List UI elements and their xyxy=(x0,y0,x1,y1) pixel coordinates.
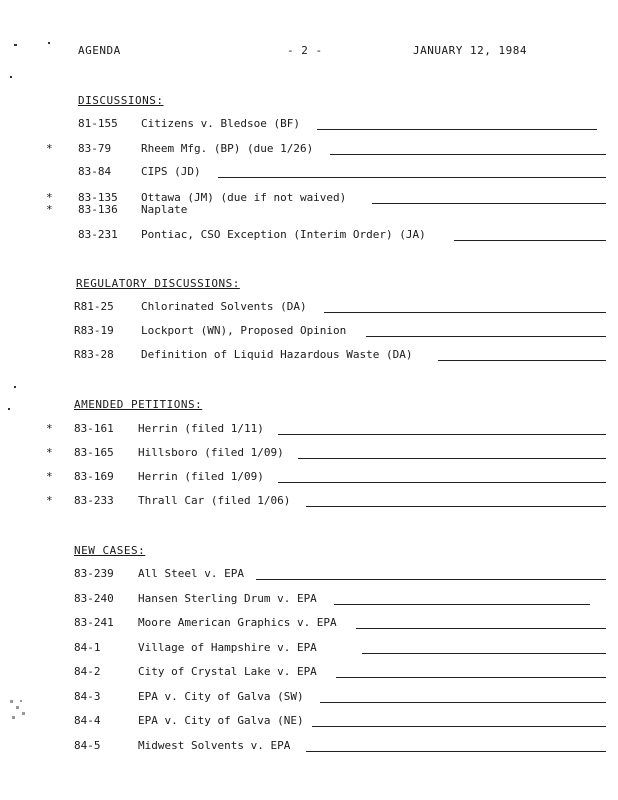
case-description: Rheem Mfg. (BP) (due 1/26) xyxy=(141,142,314,155)
case-description: Definition of Liquid Hazardous Waste (DA) xyxy=(141,348,413,361)
scan-speck xyxy=(14,386,16,388)
case-number: 81-155 xyxy=(78,117,118,130)
blank-line xyxy=(317,129,597,130)
section-title-amended: AMENDED PETITIONS: xyxy=(74,398,203,411)
list-item xyxy=(0,348,618,364)
case-number: 83-231 xyxy=(78,228,118,241)
case-number: R83-28 xyxy=(74,348,114,361)
page-number: - 2 - xyxy=(287,44,323,57)
case-description: Thrall Car (filed 1/06) xyxy=(138,494,291,507)
blank-line xyxy=(218,177,606,178)
blank-line xyxy=(306,751,606,752)
list-item xyxy=(0,592,618,608)
scan-speck xyxy=(8,408,10,410)
list-item xyxy=(0,739,618,755)
case-description: Pontiac, CSO Exception (Interim Order) (JA) xyxy=(141,228,426,241)
case-description: Citizens v. Bledsoe (BF) xyxy=(141,117,300,130)
blank-line xyxy=(438,360,606,361)
priority-marker: * xyxy=(46,494,53,507)
case-description: Herrin (filed 1/09) xyxy=(138,470,264,483)
case-description: Ottawa (JM) (due if not waived) xyxy=(141,191,347,204)
blank-line xyxy=(356,628,606,629)
list-item xyxy=(0,117,618,133)
case-number: 84-4 xyxy=(74,714,101,727)
list-item xyxy=(0,470,618,486)
case-description: Chlorinated Solvents (DA) xyxy=(141,300,307,313)
case-description: Hillsboro (filed 1/09) xyxy=(138,446,284,459)
scan-speck xyxy=(14,44,17,46)
case-number: R81-25 xyxy=(74,300,114,313)
list-item xyxy=(0,300,618,316)
header-date: JANUARY 12, 1984 xyxy=(413,44,527,57)
priority-marker: * xyxy=(46,470,53,483)
scan-speck xyxy=(16,706,19,709)
blank-line xyxy=(330,154,606,155)
list-item xyxy=(0,203,618,219)
blank-line xyxy=(362,653,606,654)
blank-line xyxy=(306,506,606,507)
list-item xyxy=(0,567,618,583)
case-description: Moore American Graphics v. EPA xyxy=(138,616,337,629)
scan-speck xyxy=(48,42,50,44)
priority-marker: * xyxy=(46,446,53,459)
case-description: Hansen Sterling Drum v. EPA xyxy=(138,592,317,605)
case-number: 83-84 xyxy=(78,165,112,178)
blank-line xyxy=(454,240,606,241)
case-number: 84-2 xyxy=(74,665,101,678)
list-item xyxy=(0,616,618,632)
case-number: 83-161 xyxy=(74,422,114,435)
case-description: Village of Hampshire v. EPA xyxy=(138,641,317,654)
case-number: 83-169 xyxy=(74,470,114,483)
case-number: 83-233 xyxy=(74,494,114,507)
case-description: Lockport (WN), Proposed Opinion xyxy=(141,324,347,337)
case-number: 83-79 xyxy=(78,142,112,155)
list-item xyxy=(0,494,618,510)
list-item xyxy=(0,228,618,244)
case-number: 83-241 xyxy=(74,616,114,629)
blank-line xyxy=(278,434,606,435)
scan-speck xyxy=(12,716,15,719)
priority-marker: * xyxy=(46,203,53,216)
blank-line xyxy=(256,579,606,580)
case-number: 84-5 xyxy=(74,739,101,752)
scan-speck xyxy=(10,700,13,703)
case-number: 84-1 xyxy=(74,641,101,654)
case-number: 84-3 xyxy=(74,690,101,703)
scan-speck xyxy=(22,712,25,715)
case-number: 83-239 xyxy=(74,567,114,580)
list-item xyxy=(0,165,618,181)
section-title-new-cases: NEW CASES: xyxy=(74,544,146,557)
priority-marker: * xyxy=(46,422,53,435)
section-title-discussions: DISCUSSIONS: xyxy=(78,94,164,107)
case-number: R83-19 xyxy=(74,324,114,337)
blank-line xyxy=(320,702,606,703)
header-left: AGENDA xyxy=(78,44,121,57)
case-number: 83-135 xyxy=(78,191,118,204)
blank-line xyxy=(336,677,606,678)
list-item xyxy=(0,665,618,681)
case-number: 83-136 xyxy=(78,203,118,216)
blank-line xyxy=(278,482,606,483)
case-description: Herrin (filed 1/11) xyxy=(138,422,264,435)
priority-marker: * xyxy=(46,191,53,204)
case-number: 83-165 xyxy=(74,446,114,459)
list-item xyxy=(0,446,618,462)
list-item xyxy=(0,422,618,438)
case-description: EPA v. City of Galva (SW) xyxy=(138,690,304,703)
scan-speck xyxy=(10,76,12,78)
blank-line xyxy=(312,726,606,727)
list-item xyxy=(0,714,618,730)
section-title-regulatory: REGULATORY DISCUSSIONS: xyxy=(76,277,240,290)
case-description: Naplate xyxy=(141,203,188,216)
scan-speck xyxy=(20,700,22,702)
list-item xyxy=(0,641,618,657)
case-description: EPA v. City of Galva (NE) xyxy=(138,714,304,727)
list-item xyxy=(0,690,618,706)
list-item xyxy=(0,142,618,158)
blank-line xyxy=(366,336,606,337)
case-description: CIPS (JD) xyxy=(141,165,201,178)
blank-line xyxy=(324,312,606,313)
priority-marker: * xyxy=(46,142,53,155)
blank-line xyxy=(298,458,606,459)
case-description: All Steel v. EPA xyxy=(138,567,244,580)
blank-line xyxy=(334,604,590,605)
list-item xyxy=(0,324,618,340)
case-description: City of Crystal Lake v. EPA xyxy=(138,665,317,678)
case-number: 83-240 xyxy=(74,592,114,605)
case-description: Midwest Solvents v. EPA xyxy=(138,739,291,752)
